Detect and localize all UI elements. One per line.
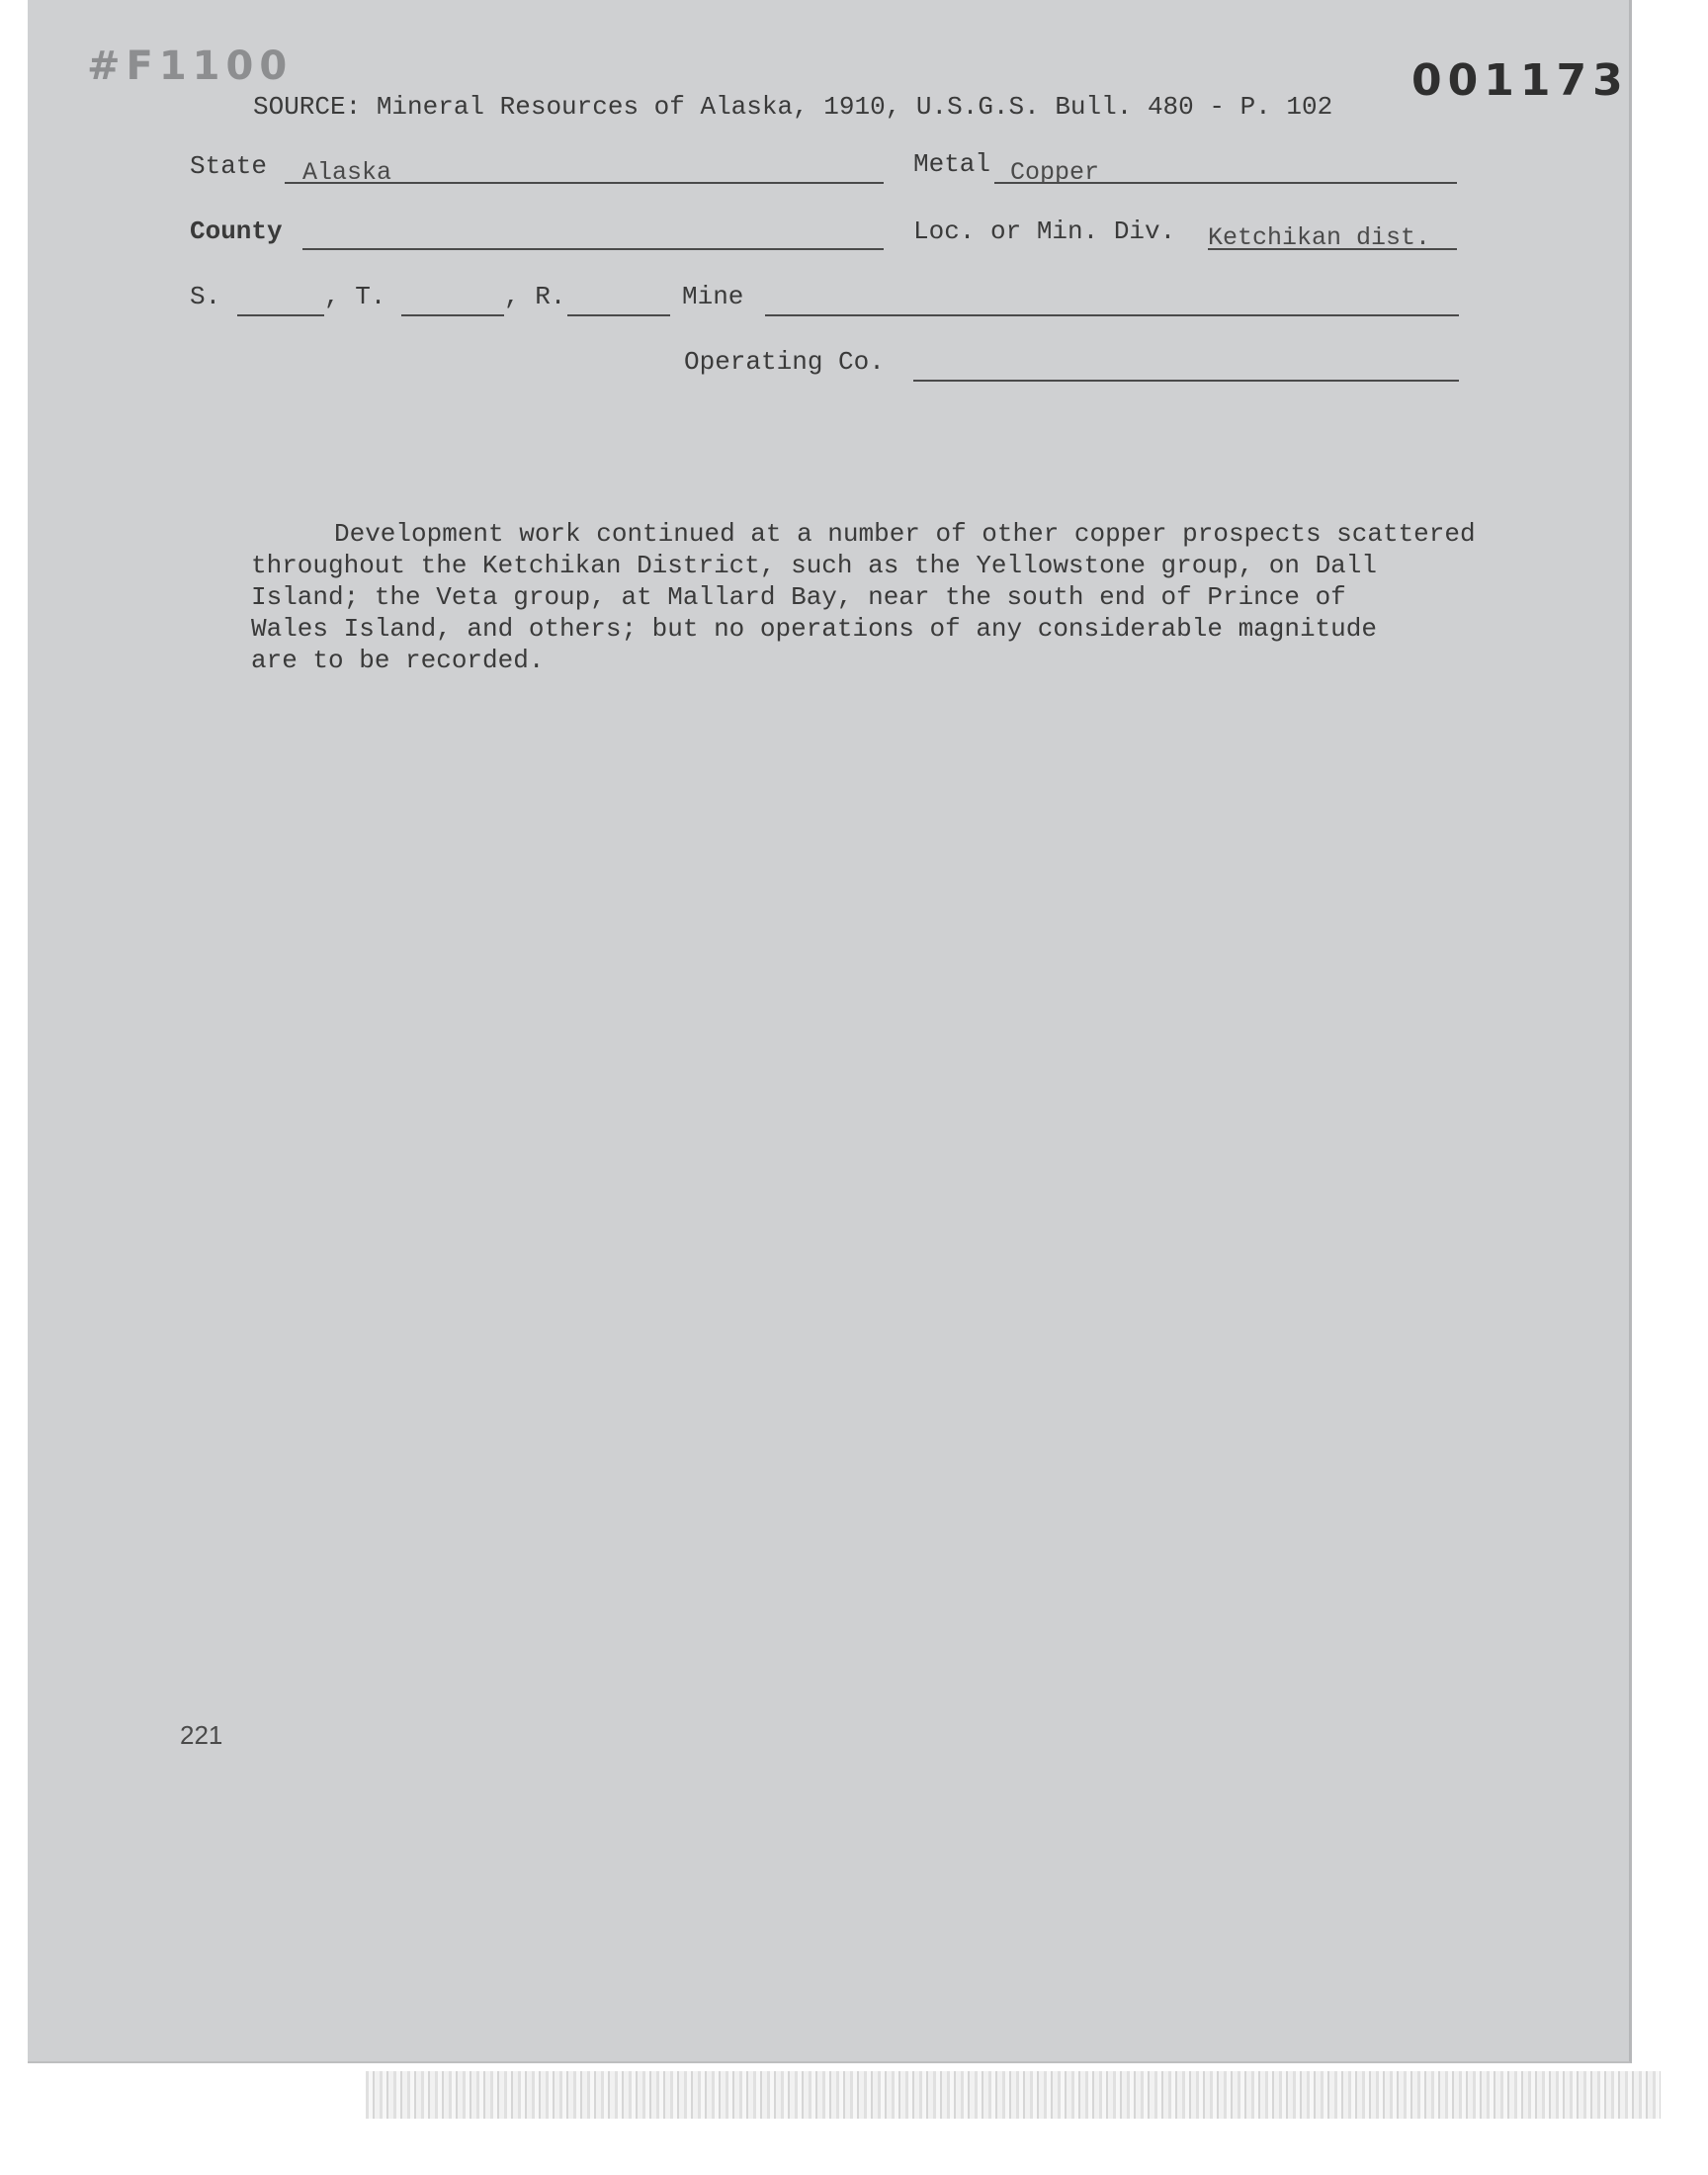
range-label: , R. <box>504 282 566 311</box>
section-line <box>237 314 324 316</box>
county-line <box>302 248 884 250</box>
township-label: , T. <box>324 282 386 311</box>
metal-line <box>994 182 1457 184</box>
body-paragraph <box>251 518 1576 676</box>
state-line <box>285 182 884 184</box>
section-label: S. <box>190 282 221 311</box>
body-line: Wales Island, and others; but no operations of any considerable magnitude <box>251 614 1377 644</box>
page-number: 221 <box>180 1720 223 1750</box>
stamp-left: #F1100 <box>87 44 294 89</box>
loc-value: Ketchikan dist. <box>1208 223 1431 252</box>
body-line: Development work continued at a number of other copper prospects scattered <box>334 519 1476 549</box>
mine-label: Mine <box>682 282 744 311</box>
range-line <box>567 314 670 316</box>
record-card <box>28 0 1632 2063</box>
state-label: State <box>190 151 268 181</box>
loc-label: Loc. or Min. Div. <box>913 217 1176 246</box>
state-value: Alaska <box>302 158 392 187</box>
loc-line <box>1208 248 1457 250</box>
county-label: County <box>190 217 283 246</box>
township-line <box>401 314 504 316</box>
metal-value: Copper <box>1010 158 1100 187</box>
body-line: throughout the Ketchikan District, such as the Yellowstone group, on Dall <box>251 551 1377 580</box>
scan-artifact-strip <box>366 2071 1661 2119</box>
operating-label: Operating Co. <box>684 347 885 377</box>
body-line: Island; the Veta group, at Mallard Bay, near the south end of Prince of <box>251 582 1346 612</box>
source-line: SOURCE: Mineral Resources of Alaska, 1910, U.S.G.S. Bull. 480 - P. 102 <box>253 92 1333 122</box>
body-line: are to be recorded. <box>251 646 545 675</box>
operating-line <box>913 380 1459 382</box>
stamp-right: 001173 <box>1411 55 1629 106</box>
metal-label: Metal <box>913 149 991 179</box>
mine-line <box>765 314 1459 316</box>
